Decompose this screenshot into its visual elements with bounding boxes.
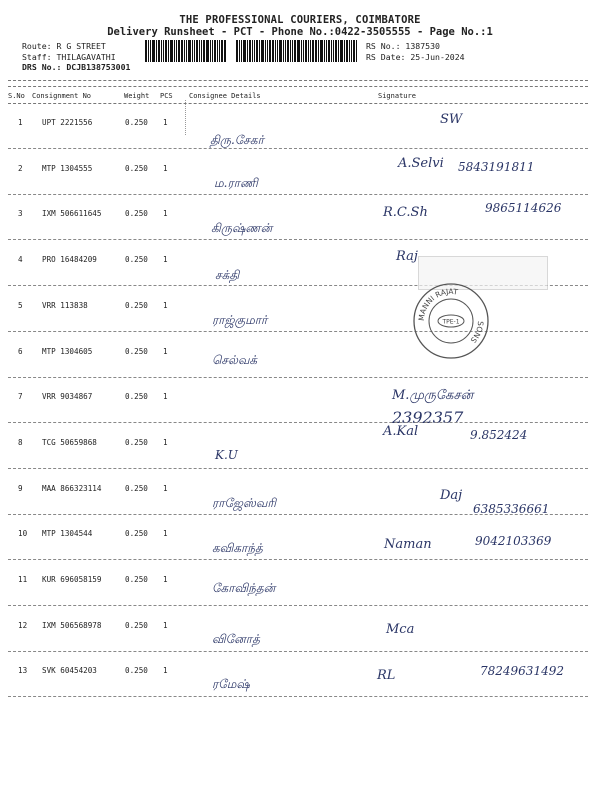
- barcode-bar: [194, 40, 195, 62]
- barcode-bar: [196, 40, 198, 62]
- barcode-bar: [184, 40, 185, 62]
- barcode-left: [145, 40, 230, 62]
- barcode-bar: [338, 40, 339, 62]
- phone-handwritten: 9865114626: [485, 201, 562, 216]
- cell-pcs: 1: [163, 529, 168, 539]
- cell-weight: 0.250: [125, 666, 148, 676]
- barcode-bar: [353, 40, 355, 62]
- barcode-bar: [217, 40, 218, 62]
- cell-weight: 0.250: [125, 437, 148, 447]
- barcode-bar: [261, 40, 264, 62]
- consignee-handwritten: திரு.சேகர்: [210, 133, 264, 147]
- cell-weight: 0.250: [125, 300, 148, 310]
- cell-sno: 9: [18, 483, 23, 493]
- barcode-bar: [346, 40, 348, 62]
- barcode-bar: [203, 40, 205, 62]
- phone-handwritten: 6385336661: [473, 501, 550, 516]
- barcode-bar: [294, 40, 296, 62]
- cell-weight: 0.250: [125, 118, 148, 127]
- barcode-bar: [145, 40, 147, 62]
- cell-pcs: 1: [163, 346, 168, 356]
- barcode-bar: [192, 40, 193, 62]
- cell-consignment: UPT 2221556: [42, 118, 93, 127]
- cell-weight: 0.250: [125, 255, 148, 265]
- barcode-bar: [275, 40, 276, 62]
- barcode-bar: [324, 40, 325, 62]
- col-consignment: Consignment No: [32, 92, 92, 100]
- cell-consignment: MAA 866323114: [42, 483, 102, 493]
- barcode-bar: [265, 40, 266, 62]
- cell-pcs: 1: [163, 209, 168, 219]
- cell-sno: 11: [18, 575, 28, 584]
- drs-number: DRS No.: DCJB138753001: [22, 62, 131, 72]
- table-row: [0, 104, 600, 149]
- cell-sno: 12: [18, 620, 28, 630]
- stamp-text-top: MANNI RAJAT: [416, 286, 459, 322]
- barcode-bar: [152, 40, 155, 62]
- signature-handwritten: Mca: [386, 621, 415, 637]
- barcode-bar: [199, 40, 200, 62]
- cell-consignment: VRR 113838: [42, 300, 88, 310]
- barcode-bar: [351, 40, 352, 62]
- cell-consignment: SVK 60454203: [42, 666, 97, 676]
- signature-handwritten: SW: [440, 112, 463, 127]
- signature-handwritten: Raj: [396, 249, 418, 265]
- signature-handwritten: R.C.Sh: [383, 205, 428, 221]
- cell-sno: 3: [18, 209, 23, 219]
- barcode-bar: [301, 40, 302, 62]
- consignee-handwritten: செல்வக்: [212, 352, 258, 367]
- barcode-bar: [340, 40, 343, 62]
- cell-consignment: IXM 506611645: [42, 209, 102, 219]
- barcode-bar: [315, 40, 317, 62]
- col-signature: Signature: [378, 92, 416, 100]
- table-row: [0, 150, 600, 195]
- stamp-center: TPE-1: [442, 318, 460, 326]
- barcode-bar: [161, 40, 162, 62]
- cell-pcs: 1: [163, 575, 168, 584]
- table-row: [0, 652, 600, 697]
- barcode-bar: [297, 40, 300, 62]
- table-row: [0, 561, 600, 606]
- signature-handwritten: RL: [377, 668, 396, 684]
- cell-consignment: MTP 1304605: [42, 346, 93, 356]
- barcode-bar: [156, 40, 157, 62]
- barcode-bar: [277, 40, 278, 62]
- cell-consignment: TCG 50659868: [42, 437, 97, 447]
- cell-weight: 0.250: [125, 392, 148, 402]
- barcode-bar: [178, 40, 180, 62]
- barcode-bar: [249, 40, 251, 62]
- cell-pcs: 1: [163, 483, 168, 493]
- cell-pcs: 1: [163, 666, 168, 676]
- barcode-bar: [219, 40, 220, 62]
- barcode-bar: [214, 40, 216, 62]
- runsheet-subtitle: Delivery Runsheet - PCT - Phone No.:0422-3505555 - Page No.:1: [107, 26, 493, 38]
- cell-weight: 0.250: [125, 483, 148, 493]
- cell-pcs: 1: [163, 163, 168, 173]
- consignee-handwritten: ம.ராணி: [214, 175, 258, 190]
- barcode-bar: [174, 40, 175, 62]
- cell-consignment: IXM 506568978: [42, 620, 102, 630]
- barcode-bar: [148, 40, 149, 62]
- runsheet-meta-left: [22, 41, 130, 73]
- barcode-bar: [344, 40, 345, 62]
- barcode-bar: [320, 40, 323, 62]
- cell-weight: 0.250: [125, 346, 148, 356]
- consignee-handwritten: கோவிந்தன்: [212, 581, 276, 595]
- signature-handwritten: Daj: [440, 487, 463, 503]
- barcode-bar: [326, 40, 327, 62]
- consignee-handwritten: கவிகாந்த்: [212, 541, 263, 556]
- barcode-bar: [168, 40, 169, 62]
- cell-sno: 10: [18, 529, 28, 539]
- signature-handwritten: Naman: [384, 537, 432, 553]
- barcode-bar: [224, 40, 226, 62]
- barcode-bar: [158, 40, 160, 62]
- table-row: [0, 424, 600, 469]
- seal-stamp: [412, 282, 490, 360]
- staff: Staff: THILAGAVATHI: [22, 51, 116, 62]
- phone-handwritten: 2392357: [392, 408, 464, 428]
- barcode-bar: [272, 40, 274, 62]
- barcode-bar: [349, 40, 350, 62]
- cell-sno: 5: [18, 300, 23, 310]
- barcode-bar: [206, 40, 209, 62]
- barcode-bar: [308, 40, 309, 62]
- barcode-bar: [150, 40, 151, 62]
- col-pcs: PCS: [160, 92, 173, 100]
- table-row: [0, 470, 600, 515]
- signature-handwritten: A.Kal: [383, 423, 419, 439]
- barcode-bar: [239, 40, 240, 62]
- divider: [8, 80, 588, 81]
- phone-handwritten: 9.852424: [470, 427, 528, 442]
- divider: [8, 86, 588, 87]
- barcode-bar: [312, 40, 314, 62]
- cell-sno: 8: [18, 437, 23, 447]
- table-row: [0, 607, 600, 652]
- cell-weight: 0.250: [125, 575, 148, 584]
- barcode-bar: [186, 40, 187, 62]
- rs-date: RS Date: 25-Jun-2024: [366, 51, 465, 62]
- row-divider: [8, 696, 588, 697]
- barcode-bar: [279, 40, 282, 62]
- table-row: [0, 333, 600, 378]
- table-row: [0, 287, 600, 332]
- cell-sno: 13: [18, 666, 28, 676]
- barcode-bar: [335, 40, 337, 62]
- column-divider: [185, 100, 186, 135]
- barcode-bar: [241, 40, 242, 62]
- consignee-handwritten: ராஜேஸ்வரி: [212, 495, 277, 510]
- col-weight: Weight: [124, 92, 150, 100]
- cell-consignment: MTP 1304555: [42, 163, 93, 173]
- cell-pcs: 1: [163, 392, 168, 402]
- stamp-text-bottom: SONS: [468, 320, 486, 345]
- barcode-bar: [328, 40, 330, 62]
- barcode-bar: [290, 40, 291, 62]
- barcode-bar: [287, 40, 289, 62]
- barcode-bar: [247, 40, 248, 62]
- phone-handwritten: 78249631492: [480, 664, 564, 679]
- table-row: [0, 515, 600, 560]
- svg-text:MANNI RAJAT: [417, 287, 459, 321]
- route: Route: R G STREET: [22, 41, 106, 51]
- barcode-bar: [181, 40, 183, 62]
- cell-sno: 1: [18, 118, 23, 127]
- barcode-bar: [212, 40, 213, 62]
- barcode-bar: [331, 40, 332, 62]
- barcode-bar: [259, 40, 260, 62]
- barcode-bar: [221, 40, 223, 62]
- phone-handwritten: 5843191811: [458, 159, 535, 174]
- barcode-bar: [254, 40, 255, 62]
- cell-pcs: 1: [163, 255, 168, 265]
- signature-handwritten: M.முருகேசன்: [392, 388, 474, 404]
- barcode-bar: [283, 40, 284, 62]
- cell-weight: 0.250: [125, 620, 148, 630]
- consignee-handwritten: கிருஷ்ணன்: [211, 221, 273, 236]
- cell-sno: 2: [18, 163, 23, 173]
- cell-weight: 0.250: [125, 209, 148, 219]
- barcode-bar: [303, 40, 304, 62]
- barcode-bar: [165, 40, 167, 62]
- barcode-bar: [269, 40, 271, 62]
- cell-sno: 4: [18, 255, 23, 265]
- runsheet-meta-right: [366, 41, 465, 62]
- table-row: [0, 378, 600, 428]
- barcode-bar: [176, 40, 177, 62]
- barcode-bar: [318, 40, 319, 62]
- cell-consignment: KUR 696058159: [42, 575, 102, 584]
- cell-consignment: VRR 9034867: [42, 392, 93, 402]
- barcode-bar: [201, 40, 202, 62]
- barcode-bar: [356, 40, 357, 62]
- cell-pcs: 1: [163, 118, 168, 127]
- cell-sno: 7: [18, 392, 23, 402]
- barcode-bar: [285, 40, 286, 62]
- cell-weight: 0.250: [125, 529, 148, 539]
- barcode-bar: [305, 40, 307, 62]
- col-sno: S.No: [8, 92, 25, 100]
- barcode-bar: [256, 40, 258, 62]
- barcode-bar: [267, 40, 268, 62]
- barcode-bar: [333, 40, 334, 62]
- cell-consignment: PRO 16484209: [42, 255, 97, 265]
- signature-handwritten: A.Selvi: [398, 155, 444, 171]
- barcode-bar: [163, 40, 164, 62]
- barcode-bar: [292, 40, 293, 62]
- consignee-handwritten: சக்தி: [215, 268, 240, 283]
- cell-pcs: 1: [163, 300, 168, 310]
- cell-consignment: MTP 1304544: [42, 529, 93, 539]
- cell-pcs: 1: [163, 437, 168, 447]
- barcode-bar: [210, 40, 211, 62]
- table-row: [0, 195, 600, 240]
- barcode-right: [236, 40, 361, 62]
- consignee-handwritten: ரமேஷ்: [212, 677, 250, 692]
- company-title: THE PROFESSIONAL COURIERS, COIMBATORE: [179, 14, 421, 26]
- cell-sno: 6: [18, 346, 23, 356]
- barcode-bar: [236, 40, 238, 62]
- consignee-handwritten: வினோத்: [212, 631, 260, 646]
- barcode-bar: [243, 40, 246, 62]
- consignee-handwritten: K.U: [215, 447, 238, 462]
- barcode-bar: [170, 40, 173, 62]
- rs-number: RS No.: 1387530: [366, 41, 440, 51]
- col-consignee: Consignee Details: [189, 92, 261, 100]
- cell-pcs: 1: [163, 620, 168, 630]
- barcode-bar: [252, 40, 253, 62]
- cell-weight: 0.250: [125, 163, 148, 173]
- phone-handwritten: 9042103369: [475, 534, 552, 549]
- barcode-bar: [188, 40, 191, 62]
- barcode-bar: [310, 40, 311, 62]
- consignee-handwritten: ராஜ்குமார்: [212, 312, 268, 327]
